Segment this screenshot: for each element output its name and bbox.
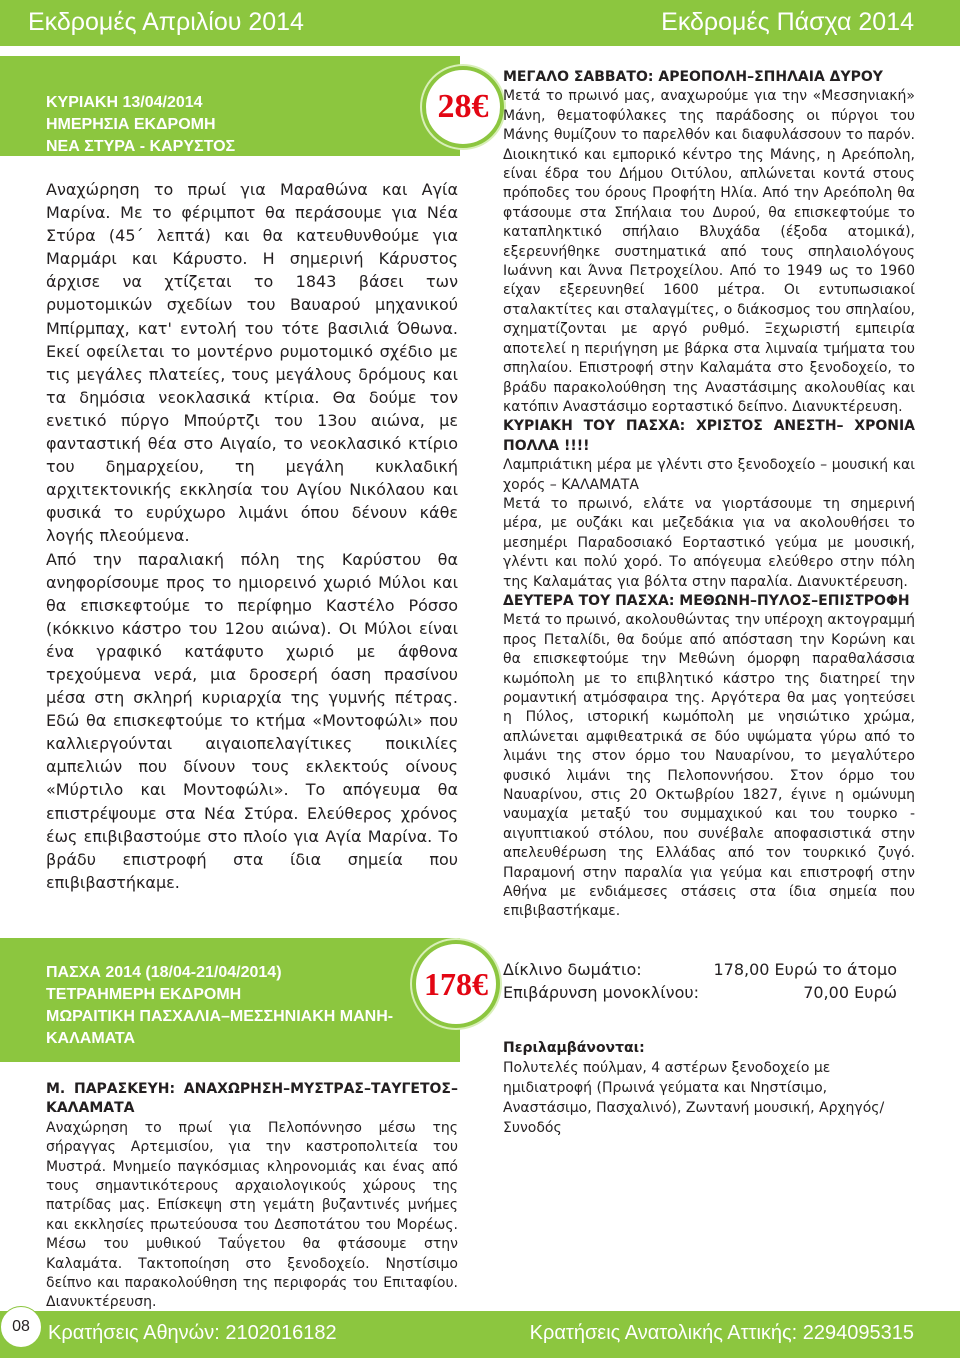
trip2-day1 — [46, 1080, 458, 1313]
header-bar — [0, 0, 960, 46]
trip2-title-line: ΚΑΛΑΜΑΤΑ — [46, 1029, 136, 1047]
east-attica-bookings: Κρατήσεις Ανατολικής Αττικής: 2294095315 — [529, 1322, 914, 1344]
trip2-heading-box — [0, 938, 488, 1062]
left-page-title: Εκδρομές Απριλίου 2014 — [28, 8, 304, 36]
day4-text: Μετά το πρωινό, ακολουθώντας την υπέροχη ακτογραμμή προς Πεταλίδι, θα δούμε από απόσταση την Κορώνη και θα επισκεφτούμε την Μεθώνη όμορφη παραθαλάσσια κωμόπολη με το επιβλητικό κάστρο της διατηρεί την ρομαντική ατμόσφαιρα της. Αργότερα θα μας γοητεύσει η Πύλος, ιστορική κωμόπολη με νησιώτικο χρώμα, απλώνεται αμφιθεατρικά σε δύο υψώματα γύρω από το λιμάνι της στον όρμο του Ναυαρίνου, το μεγαλύτερο φυσικό λιμάνι της Πελοποννήσου. Στον όρμο του Ναυαρίνου, στις 20 Οκτωβρίου 1827, έγινε η ομώνυμη ναυμαχία μεταξύ του συμμαχικού και του τουρκο - αιγυπτιακού στόλου, που συνέβαλε αποφασιστικά στην απελευθέρωση της Ελλάδας από τον τουρκικό ζυγό. Παραμονή στην παραλία για γεύμα και επιστροφή στην Αθήνα με ενδιάμεσες στάσεις στα ίδια σημεία που επιβιβαστήκαμε. — [503, 612, 915, 920]
day1-text: Αναχώρηση το πρωί για Πελοπόννησο μέσω της σήραγγας Αρτεμισίου, για την καστροπολιτεία του Μυστρά. Μνημείο παγκόσμιας κληρονομιάς και ένας από τους σημαντικότερους αρχαιολογικούς χώρους της πατρίδας μας. Επίσκεψη στη γεμάτη βυζαντινές μνήμες και εκκλησίες πρωτεύουσα του Δεσποτάτου του Μορέως. Μέσω του μυθικού Ταΰγετου θα φτάσουμε στην Καλαμάτα. Τακτοποίηση στο ξενοδοχείο. Νηστίσιμο δείπνο και παρακολούθηση της περιφοράς του Επιταφίου. Διανυκτέρευση. — [46, 1119, 458, 1311]
cost-label: Επιβάρυνση μονοκλίνου: — [503, 982, 700, 1002]
right-column — [503, 68, 915, 1138]
day2-heading: ΜΕΓΑΛΟ ΣΑΒΒΑΤΟ: ΑΡΕΟΠΟΛΗ–ΣΠΗΛΑΙΑ ΔΥΡΟΥ — [503, 69, 883, 85]
trip2-day4 — [503, 592, 915, 922]
trip2-price-badge: 178€ — [412, 940, 500, 1028]
trip2-title-line: ΤΕΤΡΑΗΜΕΡΗ ΕΚΔΡΟΜΗ — [46, 985, 242, 1003]
trip1-price-badge: 28€ — [422, 66, 504, 148]
trip2-day2 — [503, 68, 915, 417]
day3-heading: ΚΥΡΙΑΚΗ ΤΟΥ ΠΑΣΧΑ: ΧΡΙΣΤΟΣ ΑΝΕΣΤΗ– ΧΡΟΝΙΑ ΠΟΛΛΑ !!!! — [503, 418, 915, 454]
day1-heading: Μ. ΠΑΡΑΣΚΕΥΗ: ΑΝΑΧΩΡΗΣΗ–ΜΥΣΤΡΑΣ–ΤΑΥΓΕΤΟΣ–ΚΑΛΑΜΑΤΑ — [46, 1080, 458, 1117]
cost-row — [503, 958, 915, 981]
cost-row — [503, 981, 915, 1004]
trip2-title-line: ΜΩΡΑΙΤΙΚΗ ΠΑΣΧΑΛΙΑ–ΜΕΣΣΗΝΙΑΚΗ ΜΑΝΗ- — [46, 1007, 394, 1025]
day3-intro: Λαμπριάτικη μέρα με γλέντι στο ξενοδοχείο – μουσική και χορός – ΚΑΛΑΜΑΤΑ — [503, 457, 915, 493]
includes-heading: Περιλαμβάνονται: — [503, 1039, 645, 1056]
day2-text: Μετά το πρωινό μας, αναχωρούμε για την «Μεσσηνιακή» Μάνη, θεματοφύλακες της παράδοσης οι πύργοι του Μάνης θυμίζουν το παρελθόν και διαφυλάσσουν το παρόν. Διοικητικό και εμπορικό κέντρο της Μάνης, η Αρεόπολη, είναι έδρα του Δήμου Οιτύλου, απλώνεται κοντά στους πρόποδες του όρους Προφήτη Ηλία. Από την Αρεόπολη θα φτάσουμε στα Σπήλαια του Δυρού, θα επισκεφτούμε το καταπληκτικό σπήλαιο Βλυχάδα (έξοδα ατομικά), εξερευνήθηκε συστηματικά από τους σπηλαιολόγους Ιωάννη και Άννα Πετροχείλου. Από το 1949 ως το 1960 είχαν εξερευνηθεί 1600 μέτρα. Οι εντυπωσιακοί σταλακτίτες και σταλαγμίτες, ο διάκοσμος του σπηλαίου, σχηματίζονται με αργό ρυθμό. Ξεχωριστή εμπειρία αποτελεί η περιήγηση με βάρκα στα λιμναία τμήματα του σπηλαίου. Επιστροφή στην Καλαμάτα στο ξενοδοχείο, το βράδυ παρακολούθηση της Αναστάσιμης ακολουθίας και κατόπιν Αναστάσιμο εορταστικό δείπνο. Διανυκτέρευση. — [503, 88, 915, 415]
trip1-heading-box — [0, 56, 489, 156]
trip1-title-line: ΗΜΕΡΗΣΙΑ ΕΚΔΡΟΜΗ — [46, 116, 216, 133]
trip2-day3 — [503, 417, 915, 592]
trip1-title-line: ΝΕΑ ΣΤΥΡΑ - ΚΑΡΥΣΤΟΣ — [46, 138, 236, 155]
cost-table — [503, 958, 915, 1004]
trip1-title-line: ΚΥΡΙΑΚΗ 13/04/2014 — [46, 94, 203, 111]
athens-bookings: Κρατήσεις Αθηνών: 2102016182 — [48, 1322, 337, 1344]
right-page-title: Εκδρομές Πάσχα 2014 — [661, 8, 914, 36]
cost-label: Δίκλινο δωμάτιο: — [503, 959, 642, 979]
includes-section — [503, 1038, 915, 1138]
page-number: 08 — [0, 1306, 42, 1348]
trip1-paragraph-1: Αναχώρηση το πρωί για Μαραθώνα και Αγία Μαρίνα. Με το φέριμποτ θα περάσουμε για Νέα Στύρα (45΄ λεπτά) και θα κατευθυνθούμε για Μαρμάρι και Κάρυστο. Η σημερινή Κάρυστος άρχισε να χτίζεται το 1843 βάσει των ρυμοτομικών σχεδίων του Βαυαρού μηχανικού Μπίρμπαχ, κατ' εντολή του τότε βασιλιά Όθωνα. Εκεί οφείλεται το μοντέρνο ρυμοτομικό σχέδιο με τις μεγάλες πλατείες, τους μεγάλους δρόμους και τα δημόσια νεοκλασικά κτίρια. Θα δούμε τον ενετικό πύργο Μπούρτζι του 13ου αιώνα, με φανταστική θέα στο Αιγαίο, το νεοκλασικό κτίριο του δημαρχείου, τη μεγάλη κυκλαδική αρχιτεκτονικής εκκλησία του Αγίου Νικόλαου και φυσικά το ευρύχωρο λιμάνι όπου δένουν κάθε λογής πλεούμενα. — [46, 180, 458, 546]
day3-text: Μετά το πρωινό, ελάτε να γιορτάσουμε τη σημερινή μέρα, με ουζάκι και μεζεδάκια για να ακολουθήσει το μεσημέρι Παραδοσιακό Εορταστικό γεύμα με μουσική, γλέντι και πολύ χορό. Το απόγευμα ελεύθερο στην πόλη της Καλαμάτας για βόλτα στην παραλία. Διανυκτέρευση. — [503, 495, 915, 590]
includes-text: Πολυτελές πούλμαν, 4 αστέρων ξενοδοχείο με ημιδιατροφή (Πρωινά γεύματα και Νηστίσιμο, Αναστάσιμο, Πασχαλινό), Ζωντανή μουσική, Αρχηγός/Συνοδός — [503, 1059, 885, 1136]
footer-bar — [0, 1311, 960, 1358]
left-column — [46, 56, 489, 1313]
day4-heading: ΔΕΥΤΕΡΑ ΤΟΥ ΠΑΣΧΑ: ΜΕΘΩΝΗ–ΠΥΛΟΣ–ΕΠΙΣΤΡΟΦΗ — [503, 592, 910, 609]
trip2-title-line: ΠΑΣΧΑ 2014 (18/04-21/04/2014) — [46, 963, 282, 981]
cost-value: 178,00 Ευρώ το άτομο — [713, 959, 897, 979]
trip1-paragraph-2: Από την παραλιακή πόλη της Καρύστου θα ανηφορίσουμε προς το ημιορεινό χωριό Μύλοι και θα επισκεφτούμε το περίφημο Καστέλο Ρόσσο (κόκκινο κάστρο του 12ου αιώνα). Οι Μύλοι είναι ένα γραφικό κατάφυτο χωριό με άφθονα τρεχούμενα νερά, μια δροσερή όαση πρασίνου μέσα στη σκληρή κυριαρχία της γυμνής πέτρας. Εδώ θα επισκεφτούμε το κτήμα «Μοντοφώλι» που καλλιεργούνται αιγαιοπελαγίτικες ποικιλίες αμπελιών που δίνουν τους εκλεκτούς οίνους «Μύρτιλο και Μοντοφώλι». Το απόγευμα θα επιστρέψουμε στα Νέα Στύρα. Ελεύθερος χρόνος έως επιβιβαστούμε στο πλοίο για Αγία Μαρίνα. Το βράδυ επιστροφή στα ίδια σημεία που επιβιβαστήκαμε. — [46, 549, 458, 892]
cost-value: 70,00 Ευρώ — [803, 982, 897, 1002]
